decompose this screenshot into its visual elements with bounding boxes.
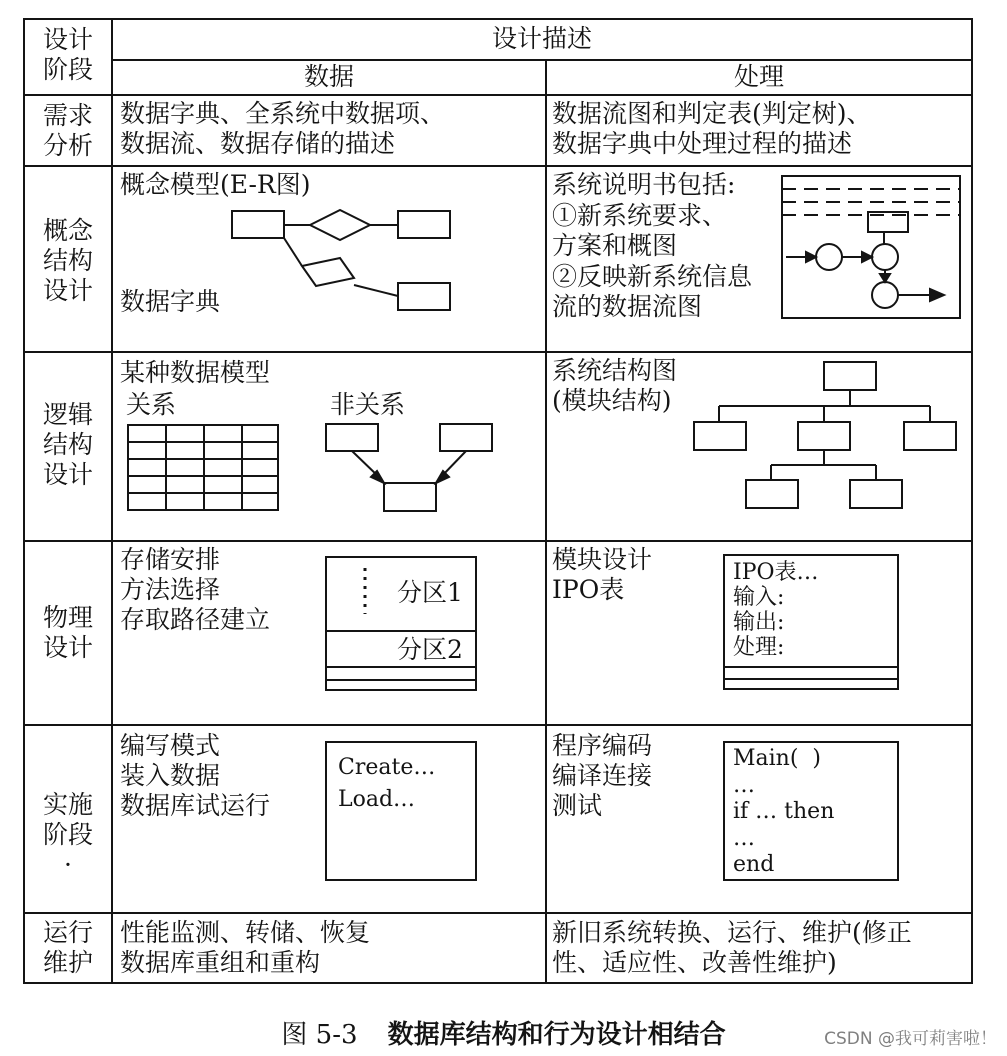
requirements-process-text: 数据流图和判定表(判定树)、 数据字典中处理过程的描述: [552, 99, 872, 158]
conceptual-data-title: 概念模型(E-R图): [120, 170, 311, 199]
figure-number: 图 5-3: [281, 1020, 358, 1050]
logical-process-text: 系统结构图 (模块结构): [552, 356, 678, 415]
figure-title: 数据库结构和行为设计相结合: [387, 1020, 726, 1050]
physical-process-text: 模块设计 IPO表: [552, 545, 653, 604]
conceptual-process-text: 系统说明书包括: ①新系统要求、 方案和概图 ②反映新系统信息 流的数据流图: [552, 170, 753, 321]
relational-label: 关系: [126, 390, 177, 419]
stage-logical-design: 逻辑 结构 设计: [42, 400, 93, 489]
partition-2-label: 分区2: [397, 635, 463, 664]
implementation-process-text: 程序编码 编译连接 测试: [552, 731, 653, 820]
conceptual-data-footer: 数据字典: [120, 287, 221, 316]
partition-1-label: 分区1: [397, 578, 463, 607]
header-process-column: 处理: [733, 62, 784, 91]
maintenance-data-text: 性能监测、转储、恢复 数据库重组和重构: [120, 918, 371, 977]
logical-data-title: 某种数据模型: [120, 358, 271, 387]
csdn-watermark: CSDN @我可莉害啦！: [824, 1029, 997, 1049]
implementation-data-text: 编写模式 装入数据 数据库试运行: [120, 731, 271, 820]
physical-data-text: 存储安排 方法选择 存取路径建立: [120, 545, 271, 634]
schema-script-text: Create… Load…: [338, 755, 436, 812]
requirements-data-text: 数据字典、全系统中数据项、 数据流、数据存储的描述: [120, 99, 446, 158]
maintenance-process-text: 新旧系统转换、运行、维护(修正 性、适应性、改善性维护): [552, 918, 912, 977]
stage-operation-maintenance: 运行 维护: [42, 918, 93, 977]
ipo-box-text: IPO表… 输入: 输出: 处理:: [733, 560, 819, 660]
stage-requirements-analysis: 需求 分析: [42, 101, 93, 160]
header-design-description: 设计描述: [491, 24, 592, 53]
header-data-column: 数据: [303, 62, 354, 91]
stage-conceptual-design: 概念 结构 设计: [42, 216, 93, 305]
stage-physical-design: 物理 设计: [42, 603, 93, 662]
program-code-text: Main( ) … if … then … end: [733, 746, 835, 877]
stage-implementation: 实施 阶段 ·: [42, 790, 93, 879]
nonrelational-label: 非关系: [330, 390, 406, 419]
header-stage-column: 设计 阶段: [42, 25, 93, 84]
